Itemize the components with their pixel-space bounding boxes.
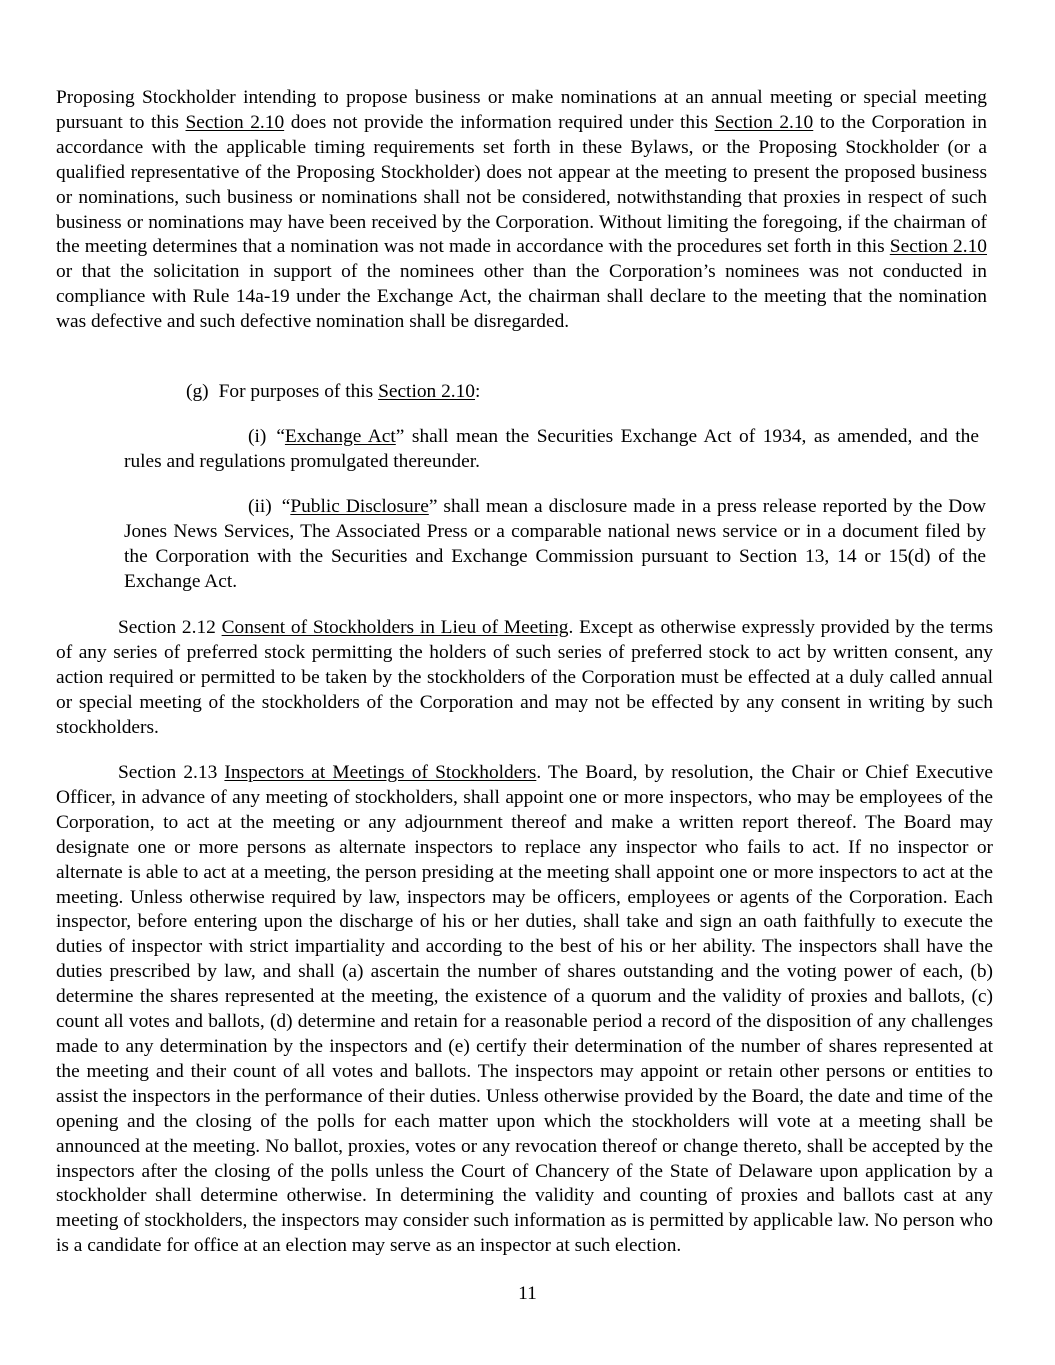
text: ” shall mean the Securities Exchange Act of 1934, as amended, and the rules and regulations promulgated thereunder.	[124, 426, 979, 472]
clause-label: (i)	[248, 426, 267, 447]
paragraph-continuation	[56, 86, 987, 335]
section-reference-link[interactable]: Section 2.10	[714, 111, 814, 133]
text: or that the solicitation in support of the nominees other than the Corporation’s nominees was not conducted in compliance with Rule 14a-19 under the Exchange Act, the chairman shall declare to the meeting that the nomination was defective and such defective nomination shall be disregarded.	[56, 261, 987, 333]
text: “	[281, 496, 291, 517]
section-heading: Inspectors at Meetings of Stockholders	[224, 762, 537, 783]
section-reference-link[interactable]: Section 2.10	[378, 381, 476, 402]
section-reference-link[interactable]: Section 2.10	[185, 111, 285, 133]
section-body: . The Board, by resolution, the Chair or Chief Executive Officer, in advance of any meeting of stockholders, shall appoint one or more inspectors, who may be employees of the Corporation, to act at the meeting or any adjournment thereof and make a written report thereof. The Board may designate one or more persons as alternate inspectors to replace any inspector who fails to act. If no inspector or alternate is able to act at a meeting, the person presiding at the meeting shall appoint one or more inspectors to act at the meeting. Unless otherwise required by law, inspectors may be officers, employees or agents of the Corporation. Each inspector, before entering upon the discharge of his or her duties, shall take and sign an oath faithfully to execute the duties of inspector with strict impartiality and according to the best of his or her ability. The inspectors shall have the duties prescribed by law, and shall (a) ascertain the number of shares outstanding and the voting power of each, (b) determine the shares represented at the meeting, the existence of a quorum and the validity of proxies and ballots, (c) count all votes and ballots, (d) determine and retain for a reasonable period a record of the disposition of any challenges made to any determination by the inspectors and (e) certify their determination of the number of shares represented at the meeting and their count of all votes and ballots. The inspectors may appoint or retain other persons or entities to assist the inspectors in the performance of their duties. Unless otherwise provided by the Board, the date and time of the opening and the closing of the polls for each matter upon which the stockholders will vote at a meeting shall be announced at the meeting. No ballot, proxies, votes or any revocation thereof or change thereto, shall be accepted by the inspectors after the closing of the polls unless the Court of Chancery of the State of Delaware upon application by a stockholder shall determine otherwise. In determining the validity and counting of proxies and ballots cast at any meeting of stockholders, the inspectors may consider such information as is permitted by applicable law. No person who is a candidate for office at an election may serve as an inspector at such election.	[56, 762, 993, 1257]
text: “	[276, 426, 285, 447]
text: does not provide the information required under this	[284, 111, 715, 133]
text: :	[475, 381, 481, 402]
text: For purposes of this	[218, 381, 379, 402]
section-reference-link[interactable]: Section 2.10	[889, 236, 987, 258]
clause-label: (ii)	[248, 496, 272, 517]
section-heading: Consent of Stockholders in Lieu of Meeting	[221, 617, 569, 638]
section-2-13	[56, 761, 993, 1259]
defined-term: Public Disclosure	[290, 496, 429, 517]
clause-i-exchange-act	[124, 425, 979, 475]
clause-ii-public-disclosure	[124, 495, 986, 595]
clause-label: (g)	[186, 381, 209, 402]
text: ” shall mean a disclosure made in a press release reported by the Dow Jones News Services, The Associated Press or a comparable national news service or in a document filed by the Corporation with the Securities and Exchange Commission pursuant to Section 13, 14 or 15(d) of the Exchange Act.	[124, 496, 986, 592]
section-number: Section 2.13	[118, 762, 225, 783]
section-body: . Except as otherwise expressly provided by the terms of any series of preferred stock permitting the holders of such series of preferred stock to act by written consent, any action required or permitted to be taken by the stockholders of the Corporation must be effected at a duly called annual or special meeting of the stockholders of the Corporation and may not be effected by any consent in writing by such stockholders.	[56, 617, 994, 738]
section-number: Section 2.12	[118, 617, 222, 638]
clause-g	[186, 380, 886, 405]
defined-term: Exchange Act	[284, 426, 396, 447]
text: Proposing Stockholder intending to propose business or make nominations at an annual meeting or special meeting pursuant to this	[56, 87, 987, 133]
text: to the Corporation in accordance with the applicable timing requirements set forth in these Bylaws, or the Proposing Stockholder (or a qualified representative of the Proposing Stockholder) does not appear at the meeting to present the proposed business or nominations, such business or nominations shall not be considered, notwithstanding that proxies in respect of such business or nominations may have been received by the Corporation. Without limiting the foregoing, if the chairman of the meeting determines that a nomination was not made in accordance with the procedures set forth in this	[56, 111, 987, 258]
section-2-12	[56, 616, 993, 741]
page-number: 11	[518, 1283, 537, 1304]
